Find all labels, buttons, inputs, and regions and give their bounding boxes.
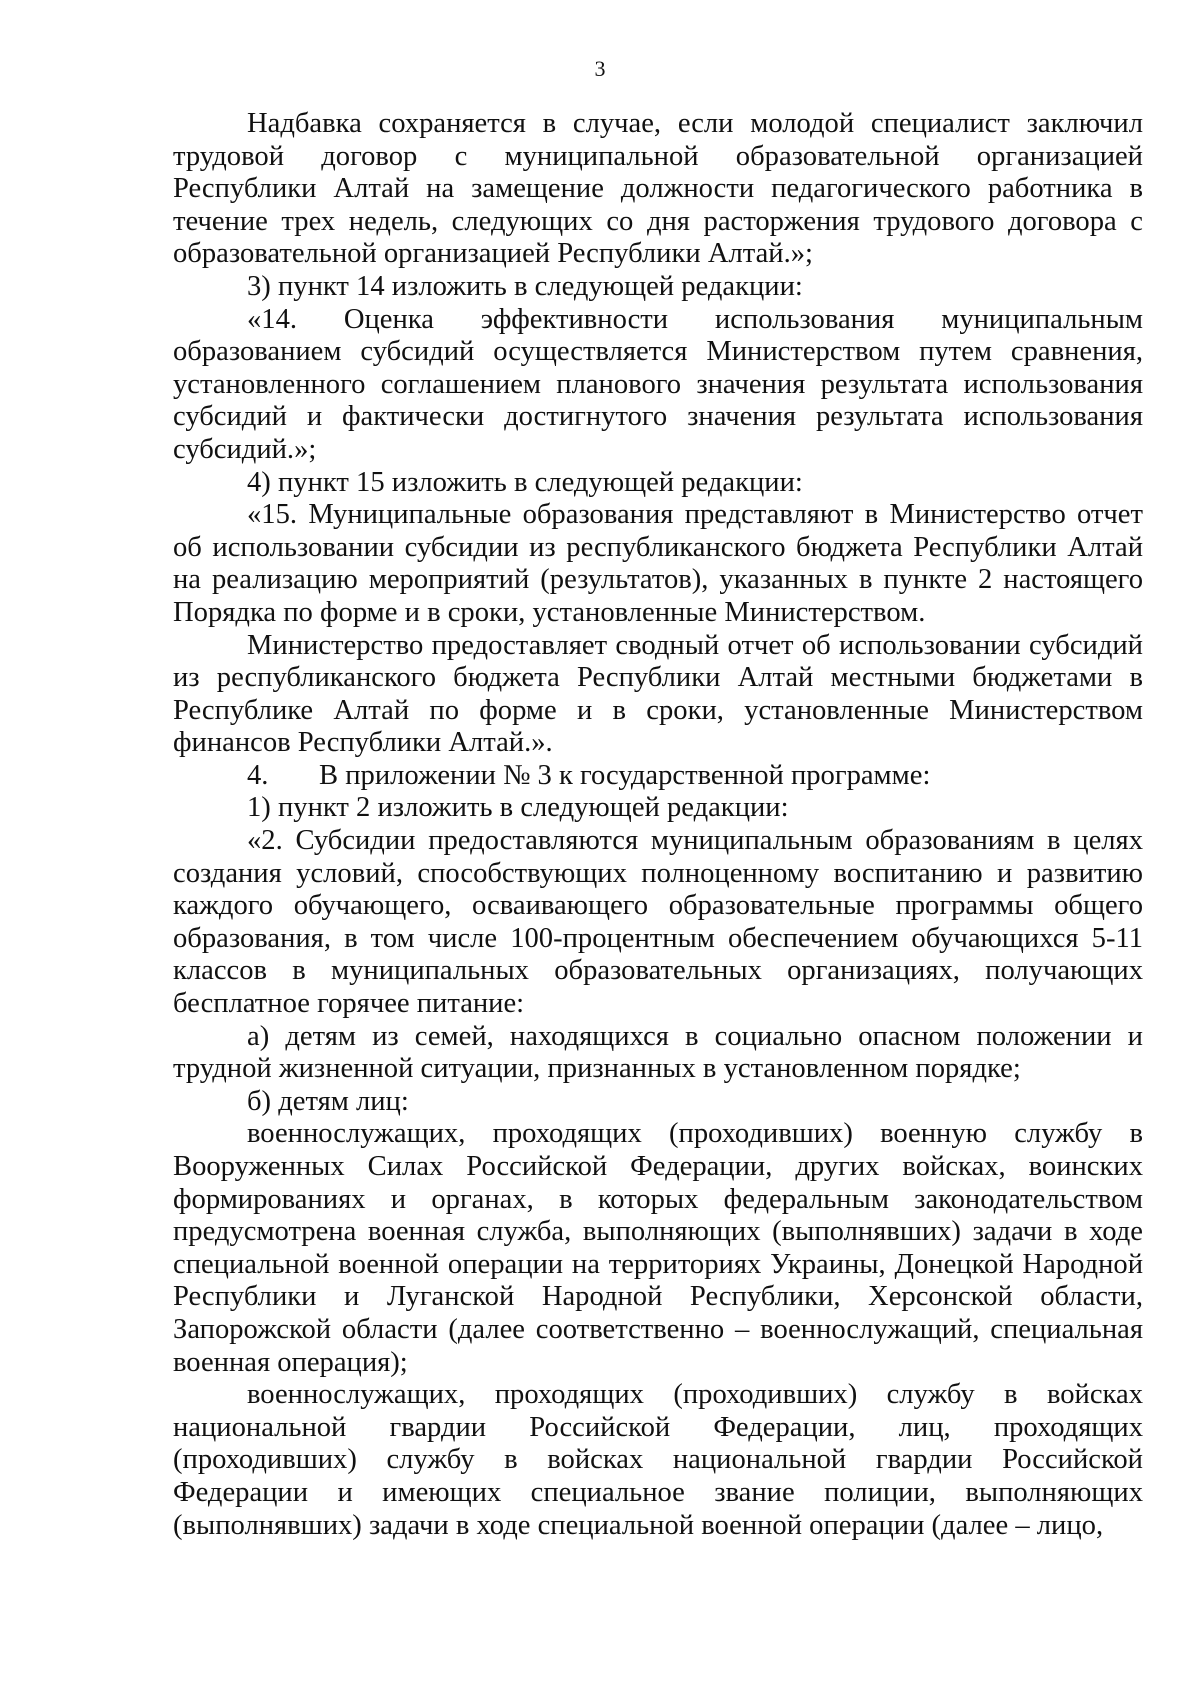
paragraph-servicemen: военнослужащих, проходящих (проходивших) военную службу в Вооруженных Силах Российской Федерации, других войсках, воинских формированиях и органах, в которых федеральным законодательством предусмотрена военная служба, выполняющих (выполнявших) задачи в ходе специальной военной операции на территориях Украины, Донецкой Народной Республики и Луганской Народной Республики, Херсонской области, Запорожской области (далее соответственно – военнослужащий, специальная военная операция);	[173, 1118, 1143, 1378]
document-body	[173, 108, 1143, 1542]
paragraph-allowance: Надбавка сохраняется в случае, если молодой специалист заключил трудовой договор с муниципальной образовательной организацией Республики Алтай на замещение должности педагогического работника в течение трех недель, следующих со дня расторжения трудового договора с образовательной организацией Республики Алтай.»;	[173, 108, 1143, 270]
paragraph-sub-b: б) детям лиц:	[247, 1085, 409, 1117]
item-4-number: 4.	[247, 759, 269, 791]
paragraph-point-15-intro: 4) пункт 15 изложить в следующей редакции:	[247, 466, 803, 498]
paragraph-sub-a: а) детям из семей, находящихся в социально опасном положении и трудной жизненной ситуации, признанных в установленном порядке;	[173, 1020, 1143, 1085]
paragraph-point-2: «2. Субсидии предоставляются муниципальным образованиям в целях создания условий, способствующих полноценному воспитанию и развитию каждого обучающего, осваивающего образовательные программы общего образования, в том числе 100-процентным обеспечением обучающихся 5-11 классов в муниципальных образовательных организациях, получающих бесплатное горячее питание:	[173, 825, 1143, 1020]
page-number: 3	[594, 56, 606, 81]
paragraph-item-4	[173, 760, 1143, 793]
paragraph-point-15: «15. Муниципальные образования представляют в Министерство отчет об использовании субсидии из республиканского бюджета Республики Алтай на реализацию мероприятий (результатов), указанных в пункте 2 настоящего Порядка по форме и в сроки, установленные Министерством.	[173, 499, 1143, 628]
item-4-text: В приложении № 3 к государственной программе:	[319, 759, 931, 791]
paragraph-point-2-intro: 1) пункт 2 изложить в следующей редакции:	[247, 792, 789, 824]
paragraph-national-guard: военнослужащих, проходящих (проходивших) службу в войсках национальной гвардии Российской Федерации, лиц, проходящих (проходивших) службу в войсках национальной гвардии Российской Федерации и имеющих специальное звание полиции, выполняющих (выполнявших) задачи в ходе специальной военной операции (далее – лицо,	[173, 1379, 1143, 1541]
paragraph-point-14-intro: 3) пункт 14 изложить в следующей редакции:	[247, 270, 803, 302]
paragraph-ministry-report: Министерство предоставляет сводный отчет об использовании субсидий из республиканского бюджета Республики Алтай местными бюджетами в Республике Алтай по форме и в сроки, установленные Министерством финансов Республики Алтай.».	[173, 629, 1143, 759]
paragraph-point-14: «14. Оценка эффективности использования муниципальным образованием субсидий осуществляется Министерством путем сравнения, установленного соглашением планового значения результата использования субсидий и фактически достигнутого значения результата использования субсидий.»;	[173, 303, 1143, 465]
